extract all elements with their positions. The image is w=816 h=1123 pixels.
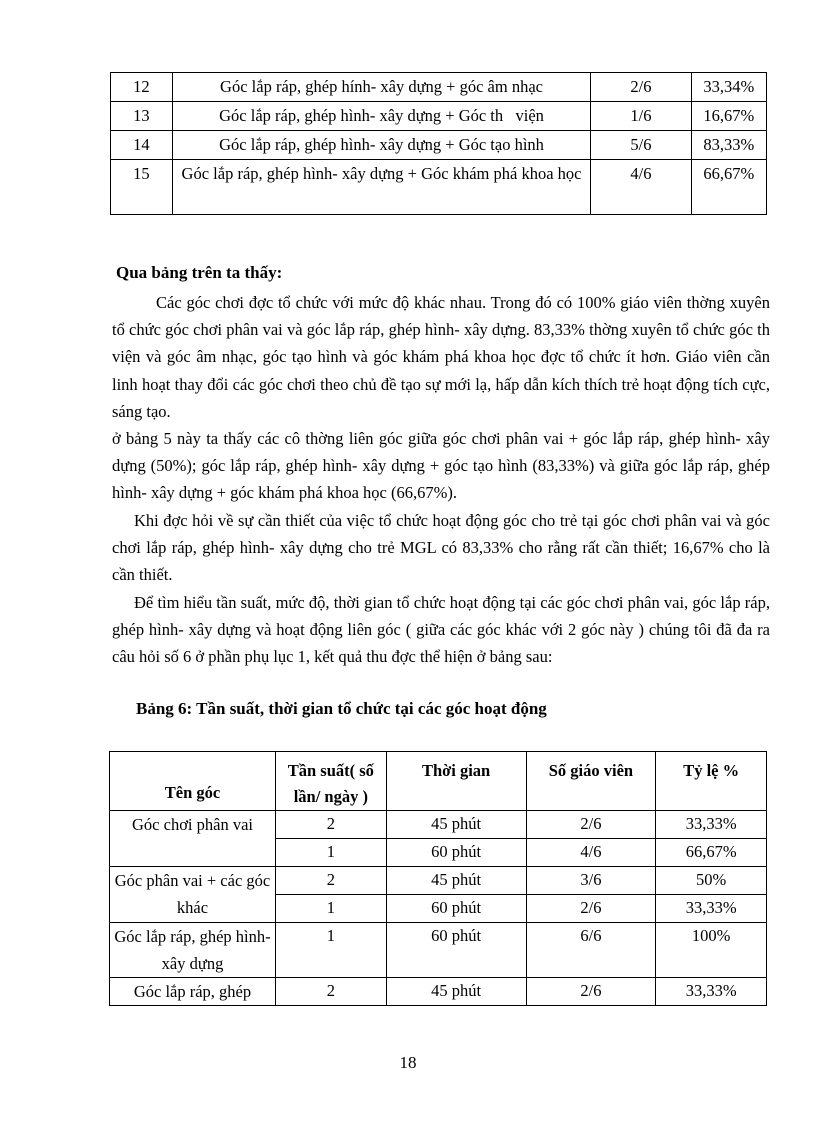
table-cell-tan-suat: 1: [276, 839, 387, 867]
table-cell-ty-le: 33,33%: [656, 895, 767, 923]
header-ten-goc: Tên góc: [110, 752, 276, 811]
table-cell-so: 2/6: [591, 73, 691, 102]
table-cell-thoi-gian: 45 phút: [386, 978, 526, 1006]
table-cell-so-gv: 3/6: [526, 867, 656, 895]
table-header-row: [110, 752, 767, 811]
table-cell-tan-suat: 1: [276, 895, 387, 923]
table-cell-goc: Góc lắp ráp, ghép hình- xây dựng: [110, 923, 276, 978]
header-so-gv: Số giáo viên: [526, 752, 656, 811]
table-cell-goc: Góc chơi phân vai: [110, 811, 276, 867]
page-number: 18: [399, 1053, 417, 1072]
table-cell-ty-le: 33,33%: [656, 811, 767, 839]
table-cell-goc: Góc lắp ráp, ghép hình- xây dựng + Góc khám phá khoa học: [172, 160, 590, 215]
table-cell-so-gv: 4/6: [526, 839, 656, 867]
table-6: [109, 751, 767, 1006]
table-cell-ty-le: 50%: [656, 867, 767, 895]
table-cell-goc: Góc lắp ráp, ghép hình- xây dựng + Góc th viện: [172, 102, 590, 131]
table-cell-thoi-gian: 45 phút: [386, 867, 526, 895]
table-cell-tyle: 66,67%: [691, 160, 766, 215]
table-cell-so-gv: 2/6: [526, 895, 656, 923]
table-cell-goc: Góc lắp ráp, ghép: [110, 978, 276, 1006]
table-cell-ty-le: 100%: [656, 923, 767, 978]
table-row: [111, 160, 767, 215]
table-row: [110, 867, 767, 895]
table-cell-so: 1/6: [591, 102, 691, 131]
table-cell-tyle: 16,67%: [691, 102, 766, 131]
table-cell-goc: Góc phân vai + các góc khác: [110, 867, 276, 923]
table-5: [110, 72, 767, 215]
table-cell-stt: 15: [111, 160, 173, 215]
section-heading: Qua bảng trên ta thấy:: [116, 263, 283, 282]
table-cell-so-gv: 6/6: [526, 923, 656, 978]
table-cell-so-gv: 2/6: [526, 978, 656, 1006]
table-row: [111, 131, 767, 160]
paragraph: Các góc chơi đợc tổ chức với mức độ khác nhau. Trong đó có 100% giáo viên thờng xuyên tổ chức góc chơi phân vai và góc lắp ráp, ghép hình- xây dựng. 83,33% thờng xuyên tổ chức góc th viện và góc âm nhạc, góc tạo hình và góc khám phá khoa học đợc tổ chức ít hơn. Giáo viên cần linh hoạt thay đổi các góc chơi theo chủ đề tạo sự mới lạ, hấp dẫn kích thích trẻ hoạt động tích cực, sáng tạo.: [112, 293, 770, 421]
table-cell-thoi-gian: 60 phút: [386, 895, 526, 923]
table-cell-ty-le: 66,67%: [656, 839, 767, 867]
table-caption: Bảng 6: Tần suất, thời gian tổ chức tại các góc hoạt động: [136, 699, 547, 718]
table-row: [110, 923, 767, 978]
table-cell-stt: 13: [111, 102, 173, 131]
table-cell-so: 4/6: [591, 160, 691, 215]
table-cell-goc: Góc lắp ráp, ghép hính- xây dựng + góc âm nhạc: [172, 73, 590, 102]
table-cell-so: 5/6: [591, 131, 691, 160]
table-cell-tan-suat: 2: [276, 811, 387, 839]
header-thoi-gian: Thời gian: [386, 752, 526, 811]
table-cell-thoi-gian: 45 phút: [386, 811, 526, 839]
table-cell-tan-suat: 2: [276, 978, 387, 1006]
paragraph: Khi đợc hỏi về sự cần thiết của việc tổ chức hoạt động góc cho trẻ tại góc chơi phân vai và góc chơi lắp ráp, ghép hình- xây dựng cho trẻ MGL có 83,33% cho rằng rất cần thiết; 16,67% cho là cần thiết.: [112, 511, 770, 585]
table-row: [111, 73, 767, 102]
header-tan-suat: Tần suất( số lần/ ngày ): [276, 752, 387, 811]
table-cell-stt: 12: [111, 73, 173, 102]
table-cell-ty-le: 33,33%: [656, 978, 767, 1006]
table-cell-goc: Góc lắp ráp, ghép hình- xây dựng + Góc tạo hình: [172, 131, 590, 160]
paragraph: Để tìm hiểu tần suất, mức độ, thời gian tổ chức hoạt động tại các góc chơi phân vai, góc lắp ráp, ghép hình- xây dựng và hoạt động liên góc ( giữa các góc khác với 2 góc này ) chúng tôi đã đa ra câu hỏi số 6 ở phần phụ lục 1, kết quả thu đợc thể hiện ở bảng sau:: [112, 593, 770, 667]
table-row: [111, 102, 767, 131]
paragraph: ở bảng 5 này ta thấy các cô thờng liên góc giữa góc chơi phân vai + góc lắp ráp, ghép hình- xây dựng (50%); góc lắp ráp, ghép hình- xây dựng + góc tạo hình (83,33%) và giữa góc lắp ráp, ghép hình- xây dựng + góc khám phá khoa học (66,67%).: [112, 429, 770, 503]
table-cell-tan-suat: 2: [276, 867, 387, 895]
table-cell-stt: 14: [111, 131, 173, 160]
table-row: [110, 978, 767, 1006]
table-cell-thoi-gian: 60 phút: [386, 839, 526, 867]
table-cell-tan-suat: 1: [276, 923, 387, 978]
table-cell-tyle: 33,34%: [691, 73, 766, 102]
table-cell-thoi-gian: 60 phút: [386, 923, 526, 978]
table-row: [110, 811, 767, 839]
table-cell-tyle: 83,33%: [691, 131, 766, 160]
table-cell-so-gv: 2/6: [526, 811, 656, 839]
header-ty-le: Tỷ lệ %: [656, 752, 767, 811]
